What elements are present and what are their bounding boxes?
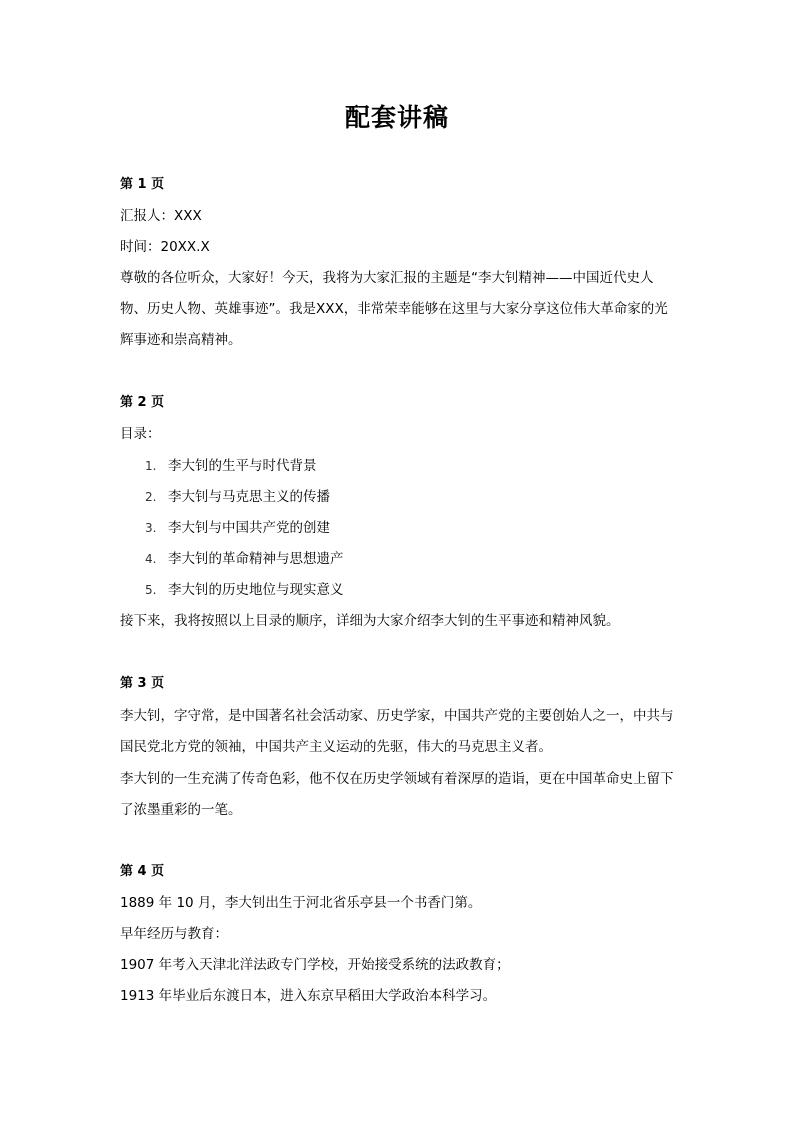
toc-closing: 接下来，我将按照以上目录的顺序，详细为大家介绍李大钊的生平事迹和精神风貌。 <box>120 613 620 629</box>
birth-line: 1889 年 10 月，李大钊出生于河北省乐亭县一个书香门第。 <box>120 895 482 911</box>
bio-paragraph-2: 李大钊的一生充满了传奇色彩，他不仅在历史学领域有着深厚的造诣，更在中国革命史上留下了浓墨重彩的一笔。 <box>120 771 674 818</box>
presenter-line: 汇报人：XXX <box>120 208 202 224</box>
toc-item <box>145 517 330 539</box>
toc-item-text: 李大钊的生平与时代背景 <box>168 458 317 474</box>
toc-item-text: 李大钊与中国共产党的创建 <box>168 520 330 536</box>
toc-item-number: 1. <box>145 459 157 473</box>
section-heading-3: 第 3 页 <box>120 676 165 691</box>
toc-item <box>145 548 344 570</box>
toc-item-text: 李大钊的革命精神与思想遗产 <box>168 551 344 567</box>
toc-item-number: 2. <box>145 490 157 504</box>
intro-paragraph: 尊敬的各位听众，大家好！今天，我将为大家汇报的主题是“李大钊精神——中国近代史人物、历史人物、英雄事迹”。我是XXX，非常荣幸能够在这里与大家分享这位伟大革命家的光辉事迹和崇高精神。 <box>120 270 668 348</box>
section-heading-4: 第 4 页 <box>120 864 165 879</box>
toc-item-number: 3. <box>145 521 157 535</box>
toc-item <box>145 579 344 601</box>
toc-item <box>145 486 330 508</box>
toc-item <box>145 455 317 477</box>
bio-paragraph-1: 李大钊，字守常，是中国著名社会活动家、历史学家，中国共产党的主要创始人之一，中共与国民党北方党的领袖，中国共产主义运动的先驱，伟大的马克思主义者。 <box>120 708 674 755</box>
toc-item-number: 5. <box>145 583 157 597</box>
education-heading: 早年经历与教育： <box>120 926 228 942</box>
toc-item-number: 4. <box>145 552 157 566</box>
education-item-1907: 1907 年考入天津北洋法政专门学校，开始接受系统的法政教育； <box>120 957 510 973</box>
toc-item-text: 李大钊与马克思主义的传播 <box>168 489 330 505</box>
toc-item-text: 李大钊的历史地位与现实意义 <box>168 582 344 598</box>
date-line: 时间：20XX.X <box>120 239 210 255</box>
document-title: 配套讲稿 <box>344 103 449 132</box>
toc-intro: 目录： <box>120 426 161 442</box>
section-heading-2: 第 2 页 <box>120 395 165 410</box>
section-heading-1: 第 1 页 <box>120 177 165 192</box>
education-item-1913: 1913 年毕业后东渡日本，进入东京早稻田大学政治本科学习。 <box>120 988 497 1004</box>
